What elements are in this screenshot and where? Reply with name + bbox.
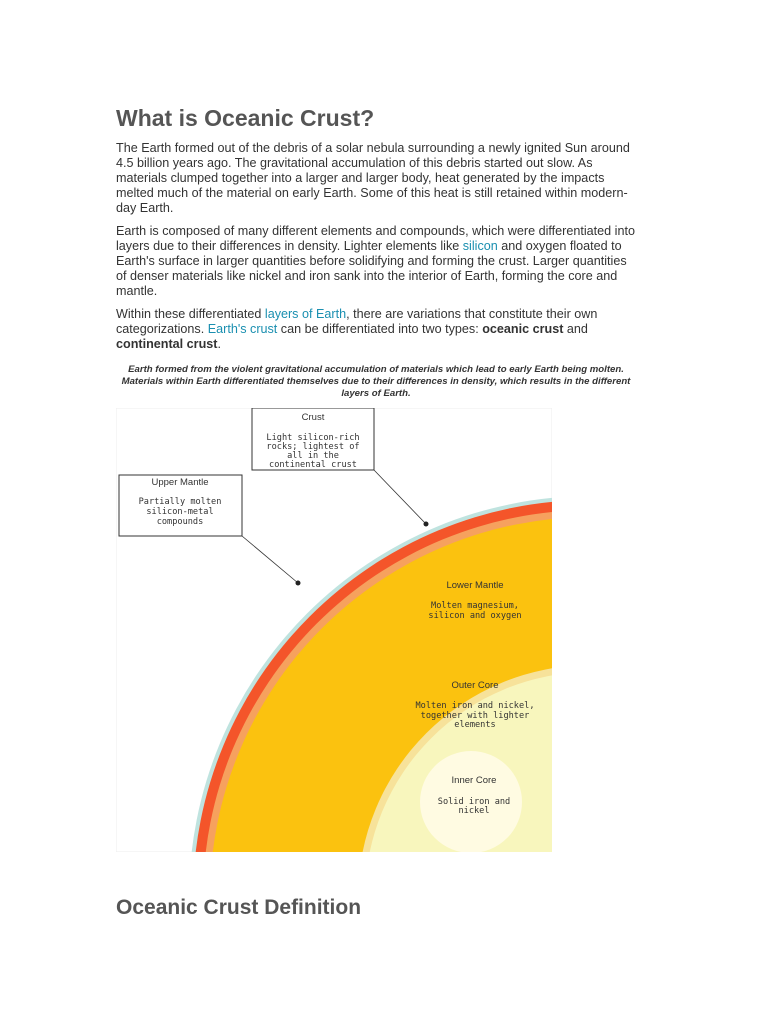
upper-mantle-pointer-dot bbox=[296, 581, 301, 586]
lower-mantle-line-2: silicon and oxygen bbox=[428, 611, 522, 621]
figure-caption: Earth formed from the violent gravitational accumulation of materials which lead to early Earth being molten. Materials within Earth differentiated themselves due to their differences in density, which results in the different layers of Earth. bbox=[121, 364, 631, 399]
paragraph-crust-types bbox=[116, 307, 636, 352]
crust-line-1: Light silicon-rich bbox=[266, 433, 360, 443]
paragraph-text: . bbox=[217, 337, 221, 351]
crust-line-3: all in the bbox=[287, 451, 339, 461]
upper-mantle-line-2: silicon-metal bbox=[146, 507, 214, 517]
paragraph-text: and oxygen floated to Earth's surface in larger quantities before solidifying and forming the crust. Larger quantities of denser materials like nickel and iron sank into the interior of Earth, forming the core and mantle. bbox=[116, 239, 627, 298]
earth-layers-diagram bbox=[116, 408, 552, 852]
paragraph-text: can be differentiated into two types: bbox=[277, 322, 483, 336]
paragraph-text: , there are variations that constitute their own categorizations. bbox=[116, 307, 598, 336]
crust-title: Crust bbox=[301, 412, 325, 423]
crust-line-2: rocks; lightest of bbox=[266, 442, 360, 452]
upper-mantle-line-1: Partially molten bbox=[138, 497, 222, 507]
section-title: Oceanic Crust Definition bbox=[116, 896, 362, 919]
inner-core-line-1: Solid iron and bbox=[437, 797, 511, 807]
lower-mantle-line-1: Molten magnesium, bbox=[431, 601, 519, 611]
earths-crust-link[interactable]: Earth's crust bbox=[207, 322, 278, 336]
paragraph-intro: The Earth formed out of the debris of a solar nebula surrounding a newly ignited Sun around 4.5 billion years ago. The gravitational accumulation of this debris started out slow. As materials clumped together into a larger and larger body, heat generated by the impacts melted much of the material on early Earth. Some of this heat is still retained within modern-day Earth. bbox=[116, 141, 630, 215]
inner-core-line-2: nickel bbox=[458, 806, 490, 816]
page-title: What is Oceanic Crust? bbox=[116, 105, 375, 131]
outer-core-line-1: Molten iron and nickel, bbox=[415, 701, 535, 711]
outer-core-line-2: together with lighter bbox=[420, 711, 530, 721]
paragraph-text: and bbox=[563, 322, 588, 336]
upper-mantle-line-3: compounds bbox=[156, 517, 204, 527]
earth-layers-svg bbox=[116, 408, 552, 852]
upper-mantle-title: Upper Mantle bbox=[151, 477, 209, 488]
lower-mantle-title: Lower Mantle bbox=[446, 580, 504, 591]
crust-pointer-dot bbox=[424, 522, 429, 527]
inner-core-title: Inner Core bbox=[451, 775, 497, 786]
layers-of-earth-link[interactable]: layers of Earth bbox=[264, 307, 347, 321]
paragraph-text: Within these differentiated bbox=[116, 307, 265, 321]
oceanic-crust-term: oceanic crust bbox=[482, 322, 564, 336]
paragraph-text: Earth is composed of many different elements and compounds, which were differentiated into layers due to their differences in density. Lighter elements like bbox=[116, 224, 635, 253]
outer-core-title: Outer Core bbox=[451, 680, 499, 691]
paragraph-composition bbox=[116, 224, 636, 299]
crust-line-4: continental crust bbox=[269, 460, 357, 470]
silicon-link[interactable]: silicon bbox=[462, 239, 498, 253]
outer-core-line-3: elements bbox=[454, 720, 496, 730]
continental-crust-term: continental crust bbox=[116, 337, 218, 351]
